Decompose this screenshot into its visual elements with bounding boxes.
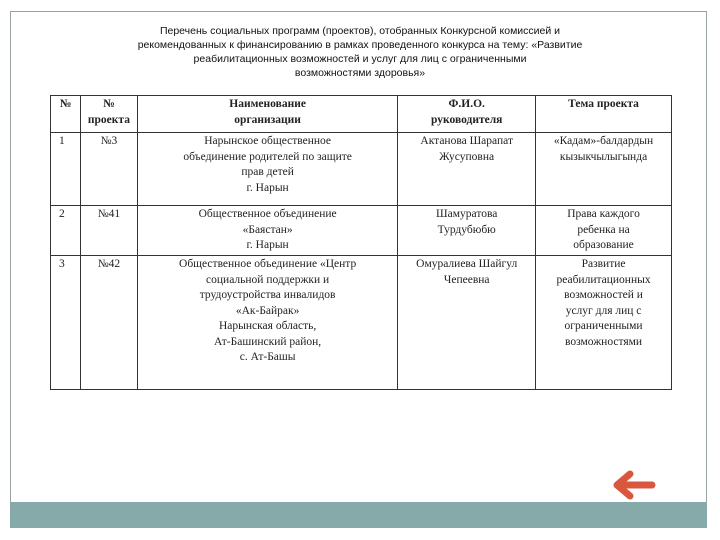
cell-number: 2 <box>51 206 81 256</box>
header-number: № <box>51 96 81 133</box>
table-row <box>51 206 672 256</box>
cell-leader: Актанова Шарапат Жусуповна <box>398 133 536 206</box>
header-topic: Тема проекта <box>536 96 672 133</box>
cell-project: №42 <box>80 256 137 390</box>
cell-organization: Нарынское общественное объединение родителей по защите прав детей г. Нарын <box>137 133 397 206</box>
projects-table <box>50 95 672 390</box>
cell-number: 3 <box>51 256 81 390</box>
title-line: реабилитационных возможностей и услуг для лиц с ограниченными <box>193 53 527 65</box>
cell-project: №41 <box>80 206 137 256</box>
title-line: Перечень социальных программ (проектов), отобранных Конкурсной комиссией и <box>159 25 561 37</box>
cell-organization: Общественное объединение «Баястан» г. Нарын <box>137 206 397 256</box>
footer-bar <box>10 502 707 528</box>
page-title <box>60 24 660 80</box>
cell-leader: Омуралиева Шайгул Чепеевна <box>398 256 536 390</box>
header-project-number: № проекта <box>80 96 137 133</box>
cell-number: 1 <box>51 133 81 206</box>
table-header-row <box>51 96 672 133</box>
cell-topic: Права каждого ребенка на образование <box>536 206 672 256</box>
cell-leader: Шамуратова Турдубюбю <box>398 206 536 256</box>
cell-topic: Развитие реабилитационных возможностей и услуг для лиц с ограниченными возможностями <box>536 256 672 390</box>
cell-organization: Общественное объединение «Центр социальной поддержки и трудоустройства инвалидов «Ак-Байрак» Нарынская область, Ат-Башинский район, с. Ат-Башы <box>137 256 397 390</box>
cell-topic: «Кадам»-балдардын кызыкчылыгында <box>536 133 672 206</box>
table-row <box>51 133 672 206</box>
back-button[interactable] <box>610 468 656 502</box>
title-line: возможностями здоровья» <box>294 67 426 79</box>
header-leader: Ф.И.О. руководителя <box>398 96 536 133</box>
title-line: рекомендованных к финансированию в рамках проведенного конкурса на тему: «Развитие <box>137 39 583 51</box>
arrow-left-icon <box>610 468 656 502</box>
table-row <box>51 256 672 390</box>
cell-project: №3 <box>80 133 137 206</box>
header-organization: Наименование организации <box>137 96 397 133</box>
